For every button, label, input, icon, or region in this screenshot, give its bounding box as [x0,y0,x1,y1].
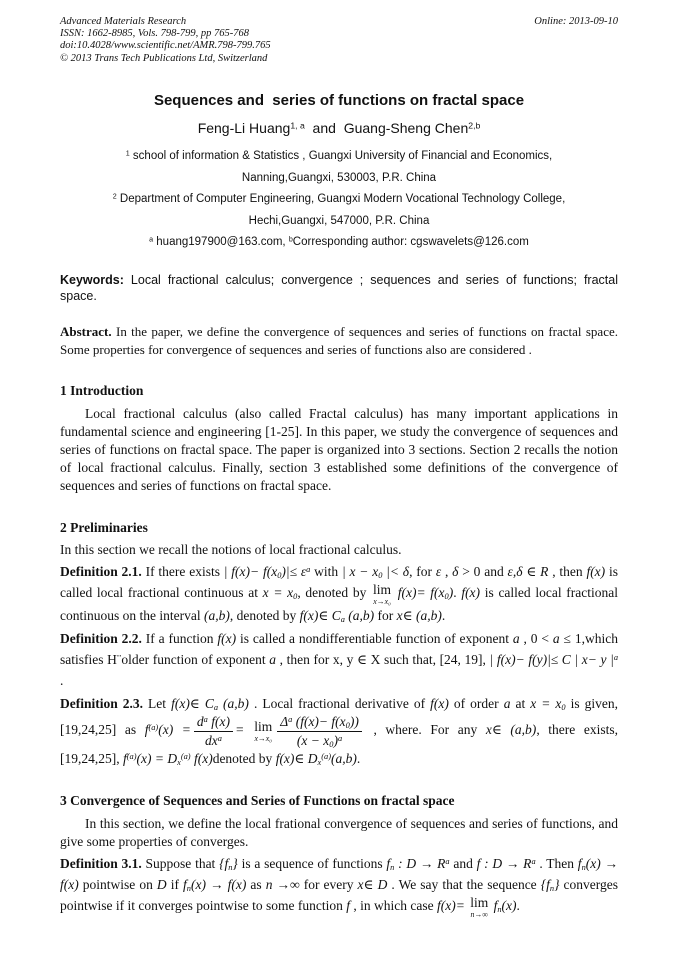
abstract-paragraph: Abstract. In the paper, we define the convergence of sequences and series of functions on fractal space. Some properties for convergence of sequences and series of functions also are considered . [60,324,618,358]
affiliation-line-4: Hechi,Guangxi, 547000, P.R. China [248,214,430,227]
paper-title: Sequences and series of functions on fractal space [153,91,525,109]
affiliation-line-2: Nanning,Guangxi, 530003, P.R. China [241,171,437,184]
journal-header [60,16,618,65]
authors-line: Feng-Li Huang$^{1, a}$ and Guang-Sheng Chen$^{2,b}$ [197,120,481,137]
keywords-paragraph: Keywords: Local fractional calculus; convergence ; sequences and series of functions; fractal space. [60,273,618,304]
affiliation-line-1: $^1$ school of information & Statistics , Guangxi University of Financial and Economics, [125,149,553,162]
introduction-paragraph: Local fractional calculus (also called Fractal calculus) has many important applications in fundamental science and engineering [1-25]. In this paper, we study the convergence of sequences and series of functions on fractal space. The paper is organized into 3 sections. Section 2 recalls the notion of local fractional calculus. Finally, section 3 established some definitions of the convergence of sequences and series of functions on fractal space. [60,405,618,494]
section-1-heading: 1 Introduction [60,383,144,399]
section-3-intro: In this section, we define the local frational convergence of sequences and series of functions, and give some properties of converges. [60,815,618,850]
copyright-line: © 2013 Trans Tech Publications Ltd, Switzerland [60,52,268,64]
journal-info-block [60,16,271,65]
online-date: Online: 2013-09-10 [534,16,618,27]
affiliation-line-3: $^2$ Department of Computer Engineering, Guangxi Modern Vocational Technology College, [112,192,566,206]
definition-2-1: Definition 2.1. If there exists | $f(x)- f(x0)|\le \varepsilon^a$ with | x − x0 |< δ, for ε , δ > 0 and ε,δ ∈ R , then f(x) is called local fractional continuous at x = x0, denoted by lim x→x₀ f(x)= f(x0). f(x) is called local fractional continuous on the interval (a,b), denoted by f(x)∈ Ca (a,b) for x∈ (a,b). [60,564,619,625]
definition-3-1: Definition 3.1. Suppose that {fn} is a sequence of functions fn : $D \to R^a$ and f : $D \to R^a$ . Then fn(x) → f(x) pointwise on D if fn(x) → f(x) as n →∞ for every x∈ D . We say that the sequence {fn} converges pointwise if it converges pointwise to some function f , in which case f(x)= lim n→∞ fn(x). [60,856,619,919]
journal-title: Advanced Materials Research [60,16,187,27]
section-3-heading: 3 Convergence of Sequences and Series of Functions on fractal space [60,793,455,809]
author-emails-line: $^a$ huang197900@163.com, $^b$Corresponding author: cgswavelets@126.com [149,235,529,249]
issn-line: ISSN: 1662-8985, Vols. 798-799, pp 765-768 [60,28,249,40]
preliminaries-intro: In this section we recall the notions of local fractional calculus. [60,542,402,558]
section-2-heading: 2 Preliminaries [60,519,148,535]
definition-2-3: Definition 2.3. Let f(x)∈ Ca (a,b) . Local fractional derivative of f(x) of order a at x = x0 is given, [19,24,25] as $f^{(a)}(x)$ = $\frac{d^a f(x)}{dx^a}$ = lim x→x₀ $\frac{\Delta^a (f(x)- f(x0))}{(x - x0)^a}$ , where. For any x∈ (a,b), there exists, [19,24,25], $f^{(a)}(x) = Dx^{(a)}$ f(x)denoted by f(x)∈ Dx$^{(a)}$(a,b). [60,696,619,768]
definition-2-2: Definition 2.2. If a function f(x) is called a nondifferentiable function of exponent a , 0 < a ≤ 1,which satisfies H¨older function of exponent a , then for x, y ∈ X such that, [24, 19], | f(x)− f(y)|≤ C | x− y $|^a$ . [60,631,618,689]
doi-line: doi:10.4028/www.scientific.net/AMR.798-799.765 [60,40,271,52]
